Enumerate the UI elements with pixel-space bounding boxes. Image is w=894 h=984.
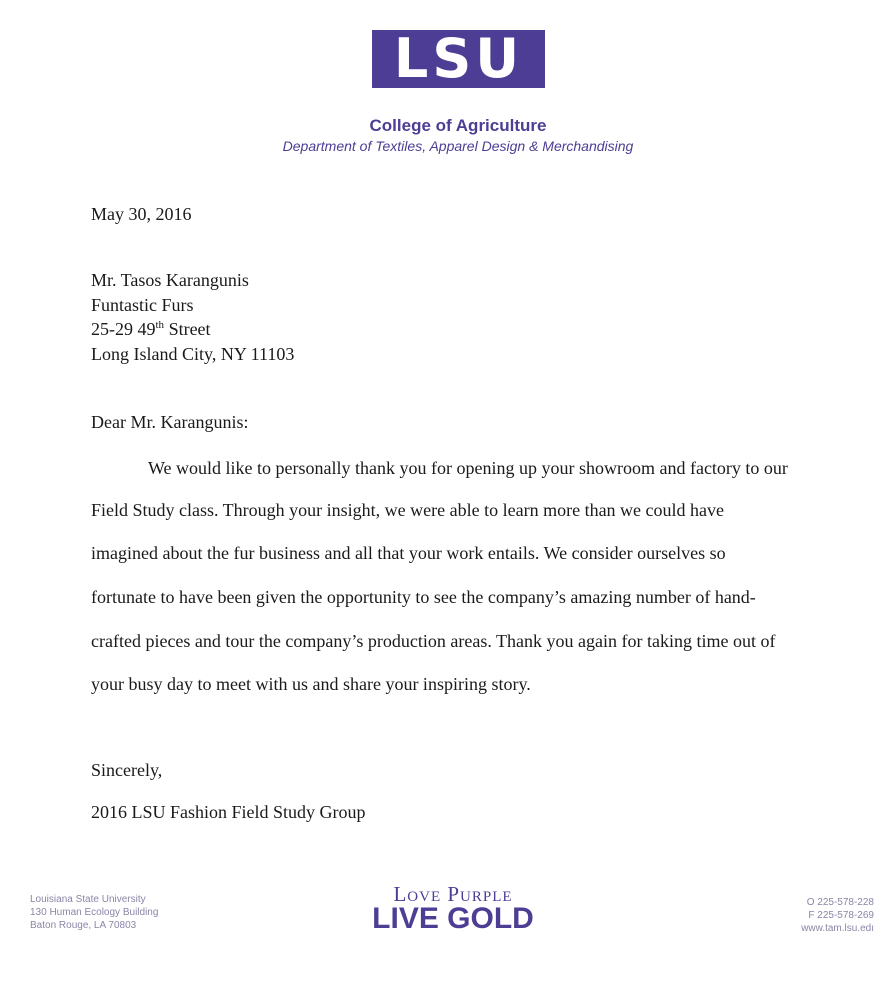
recipient-street — [91, 319, 211, 340]
footer-address-line: Louisiana State University — [30, 894, 146, 905]
recipient-company: Funtastic Furs — [91, 295, 194, 315]
footer-address-line: 130 Human Ecology Building — [30, 907, 159, 918]
letter-date: May 30, 2016 — [91, 204, 192, 224]
body-line: fortunate to have been given the opportunity to see the company’s amazing number of hand- — [91, 587, 756, 607]
footer-website: www.tam.lsu.edı — [801, 923, 874, 934]
footer-fax: F 225-578-269 — [808, 910, 874, 921]
recipient-city: Long Island City, NY 11103 — [91, 344, 295, 364]
slogan-live-gold: LIVE GOLD — [372, 902, 534, 935]
closing: Sincerely, — [91, 760, 163, 780]
slogan-love-purple: Love Purple — [393, 882, 513, 906]
body-line: crafted pieces and tour the company’s production areas. Thank you again for taking time out of — [91, 631, 776, 651]
street-name: Street — [164, 319, 211, 339]
footer-office-phone: O 225-578-228 — [806, 897, 874, 908]
body-line: imagined about the fur business and all that your work entails. We consider ourselves so — [91, 543, 726, 563]
street-ordinal: th — [155, 319, 165, 331]
footer-contact — [801, 896, 874, 935]
department-name: Department of Textiles, Apparel Design & Merchandising — [282, 138, 634, 154]
signature: 2016 LSU Fashion Field Study Group — [91, 802, 366, 822]
body-line: Field Study class. Through your insight, we were able to learn more than we could have — [91, 500, 725, 520]
body-line: your busy day to meet with us and share your inspiring story. — [91, 674, 531, 694]
street-number: 25-29 49 — [91, 319, 156, 339]
salutation: Dear Mr. Karangunis: — [91, 412, 249, 432]
footer-address-line: Baton Rouge, LA 70803 — [30, 920, 137, 931]
body-line: We would like to personally thank you for opening up your showroom and factory to our — [148, 458, 788, 478]
recipient-name: Mr. Tasos Karangunis — [91, 270, 249, 290]
lsu-logo: LSU — [372, 30, 545, 88]
college-name: College of Agriculture — [369, 116, 547, 135]
